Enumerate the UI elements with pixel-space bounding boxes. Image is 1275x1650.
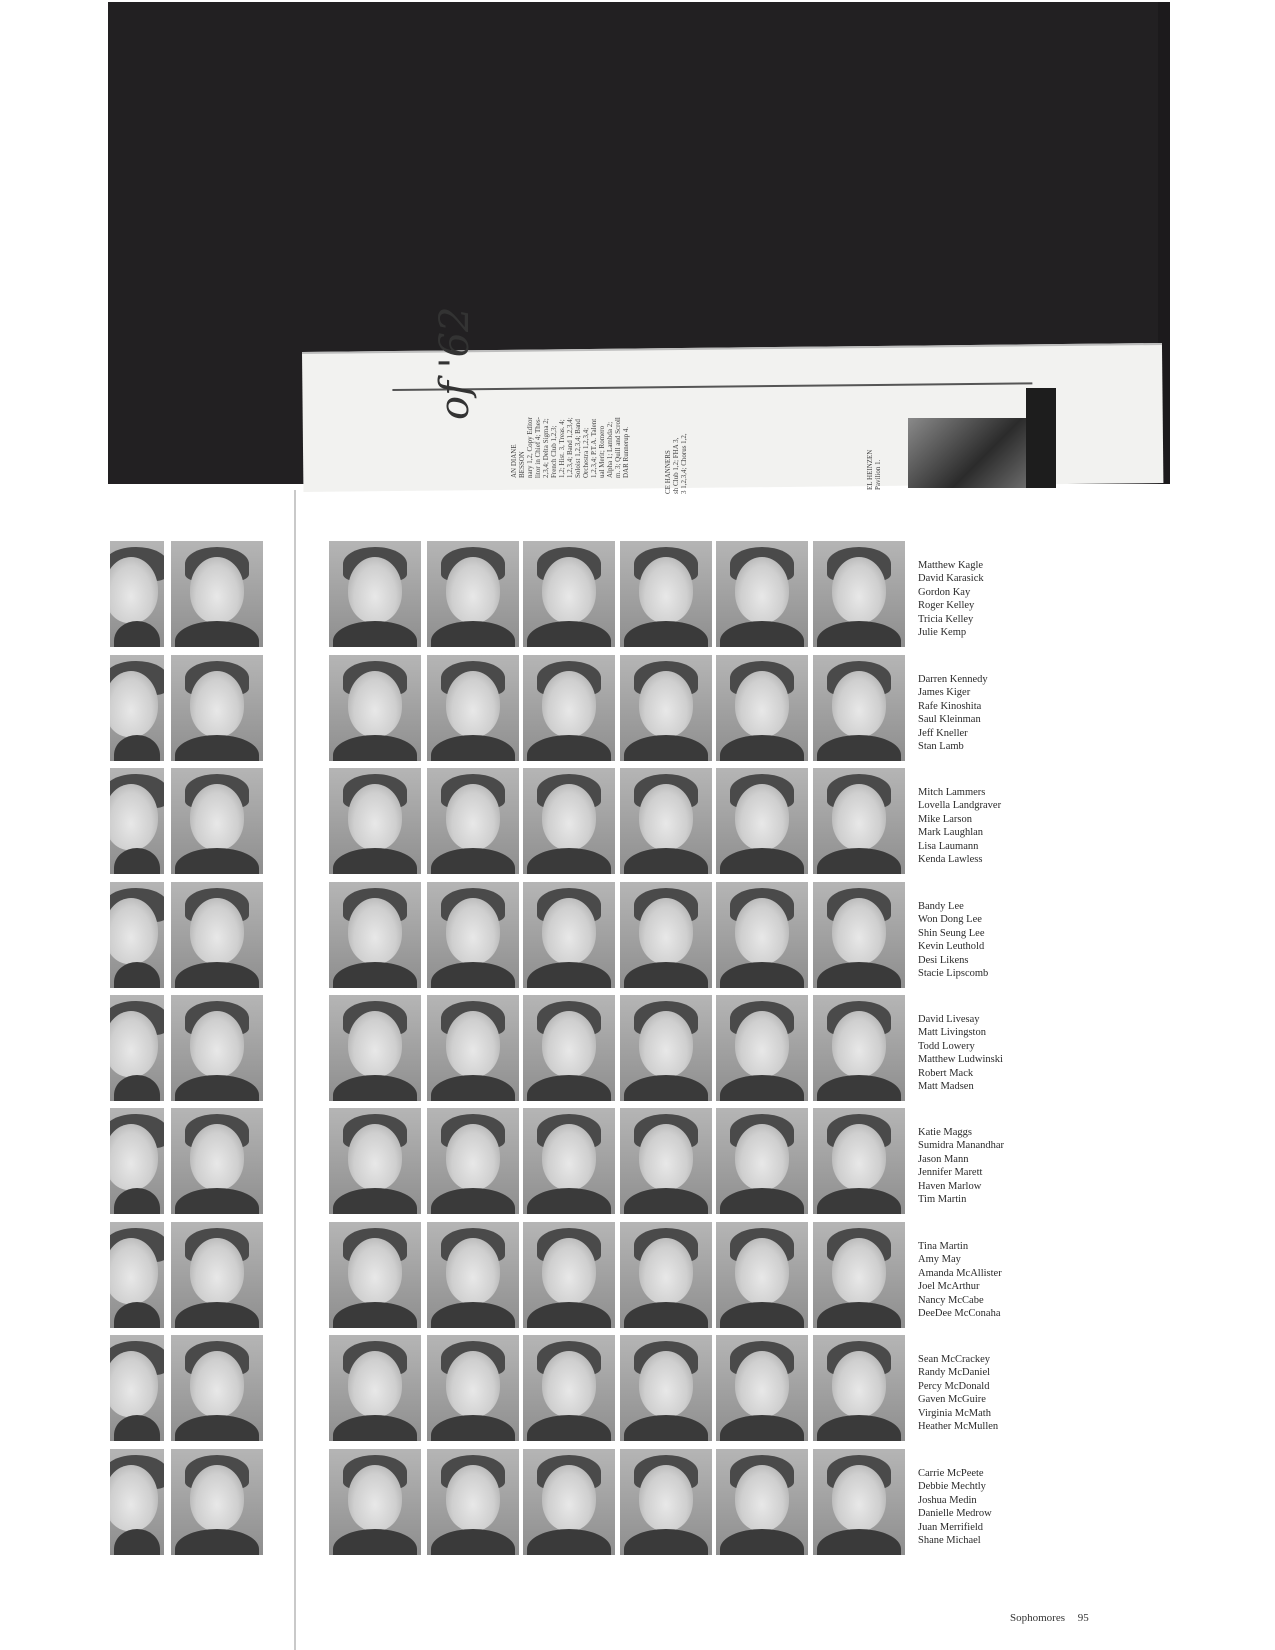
name-list: [918, 559, 984, 639]
student-portrait: [716, 655, 808, 761]
student-name: Stan Lamb: [918, 741, 964, 753]
inset-column-2: [664, 433, 688, 494]
student-portrait: [110, 1222, 164, 1328]
student-portrait: [523, 1222, 615, 1328]
name-list: [918, 673, 988, 753]
student-name: Gordon Kay: [918, 586, 971, 598]
student-name: Bandy Lee: [918, 901, 964, 912]
student-name: Sumidra Manandhar: [918, 1140, 1005, 1152]
student-portrait: [427, 995, 519, 1101]
student-portrait: [716, 541, 808, 647]
student-name: Won Dong Lee: [918, 914, 982, 926]
student-portrait: [171, 995, 263, 1101]
student-portrait: [110, 882, 164, 988]
student-name: Shin Seung Lee: [918, 927, 985, 939]
student-portrait: [523, 1335, 615, 1441]
student-portrait: [620, 655, 712, 761]
name-list: [918, 786, 1001, 866]
student-name: Debbie Mechtly: [918, 1481, 986, 1493]
student-name: Stacie Lipscomb: [918, 968, 989, 980]
student-name: Katie Maggs: [918, 1127, 972, 1138]
student-name: Darren Kennedy: [918, 674, 988, 685]
inset-text-line: French Club 1,2,3;: [550, 425, 558, 478]
student-portrait: [110, 1335, 164, 1441]
student-portrait: [329, 655, 421, 761]
page-gutter: [294, 490, 296, 1650]
inset-text-line: Alpha 1; Lambda 2;: [606, 421, 614, 478]
student-name: Jennifer Marett: [918, 1167, 983, 1179]
name-list: [918, 1013, 1003, 1093]
student-name: Mitch Lammers: [918, 787, 986, 798]
student-portrait: [523, 541, 615, 647]
student-portrait: [523, 882, 615, 988]
student-name: Shane Michael: [918, 1535, 981, 1547]
inset-script-text: of '62: [432, 306, 478, 420]
name-list: [918, 1126, 1004, 1206]
inset-text-line: BESSON: [518, 451, 526, 478]
section-title: Sophomores: [1010, 1612, 1065, 1624]
student-portrait: [813, 541, 905, 647]
student-name: David Karasick: [918, 573, 984, 585]
inset-text-line: litor in Chief 4; Thes-: [534, 417, 542, 478]
student-portrait: [716, 768, 808, 874]
name-list: [918, 1240, 1002, 1320]
student-portrait: [620, 1108, 712, 1214]
student-portrait: [329, 1335, 421, 1441]
student-name: DeeDee McConaha: [918, 1308, 1001, 1320]
name-list: [918, 900, 988, 980]
student-portrait: [427, 655, 519, 761]
student-name: Joshua Medin: [918, 1494, 977, 1506]
student-portrait: [813, 995, 905, 1101]
student-portrait: [620, 1222, 712, 1328]
student-name: Todd Lowery: [918, 1040, 975, 1052]
student-name: Heather McMullen: [918, 1421, 999, 1433]
student-name: Lovella Landgraver: [918, 800, 1002, 812]
student-name: Mike Larson: [918, 813, 972, 825]
student-portrait: [716, 1449, 808, 1555]
inset-text-line: 1,2,3,4; P.T.A. Talent: [590, 418, 598, 478]
student-portrait: [110, 768, 164, 874]
student-name: Juan Merrifield: [918, 1521, 984, 1533]
student-name: Matthew Kagle: [918, 560, 984, 571]
inset-text-line: m. 3; Quill and Scroll: [614, 417, 622, 478]
student-portrait: [716, 1335, 808, 1441]
student-name: Jeff Kneller: [918, 727, 968, 739]
inset-text-line: nary 1,2, Copy Editor: [526, 417, 534, 478]
student-portrait: [523, 1108, 615, 1214]
student-name: Roger Kelley: [918, 600, 975, 612]
student-portrait: [110, 1108, 164, 1214]
student-name: Randy McDaniel: [918, 1367, 991, 1379]
student-portrait: [427, 882, 519, 988]
student-name: Joel McArthur: [918, 1281, 980, 1293]
name-list: [918, 1467, 992, 1547]
student-name: Matt Livingston: [918, 1027, 986, 1039]
student-name: Virginia McMath: [918, 1407, 991, 1419]
student-portrait: [171, 1449, 263, 1555]
page-footer: [1010, 1612, 1089, 1624]
student-name: Jason Mann: [918, 1153, 969, 1165]
student-portrait: [110, 995, 164, 1101]
inset-text-line: Pavilion 1.: [874, 459, 882, 490]
student-portrait: [427, 1449, 519, 1555]
student-portrait: [171, 768, 263, 874]
student-portrait: [329, 995, 421, 1101]
student-portrait: [329, 1108, 421, 1214]
student-name: Haven Marlow: [918, 1180, 982, 1192]
student-name: Danielle Medrow: [918, 1508, 992, 1520]
student-portrait: [813, 1108, 905, 1214]
name-list: [918, 1353, 998, 1433]
student-portrait: [813, 655, 905, 761]
student-portrait: [171, 1108, 263, 1214]
student-portrait: [620, 1335, 712, 1441]
student-name: Matthew Ludwinski: [918, 1054, 1003, 1066]
inset-text-line: 3 1,2,3,4; Chorus 1,2,: [680, 433, 688, 494]
student-name: Tina Martin: [918, 1241, 969, 1252]
student-portrait: [620, 882, 712, 988]
student-portrait: [427, 1108, 519, 1214]
student-name: Desi Likens: [918, 954, 969, 966]
student-portrait: [523, 768, 615, 874]
student-portrait: [813, 1222, 905, 1328]
student-portrait: [329, 1222, 421, 1328]
student-portrait: [427, 768, 519, 874]
inset-column-1: [510, 417, 630, 478]
student-portrait: [620, 768, 712, 874]
student-name: David Livesay: [918, 1014, 980, 1025]
student-portrait: [813, 882, 905, 988]
student-portrait: [523, 995, 615, 1101]
student-portrait: [171, 655, 263, 761]
student-name: Kevin Leuthold: [918, 941, 985, 953]
student-portrait: [620, 541, 712, 647]
student-portrait: [110, 655, 164, 761]
student-portrait: [716, 995, 808, 1101]
student-portrait: [110, 541, 164, 647]
student-portrait: [813, 1449, 905, 1555]
student-portrait: [329, 541, 421, 647]
student-portrait: [813, 1335, 905, 1441]
student-portrait: [523, 655, 615, 761]
inset-column-3: [866, 450, 882, 490]
inset-text-line: Orchestra 1,2,3,4;: [582, 427, 590, 478]
student-portrait: [171, 882, 263, 988]
student-name: Lisa Laumann: [918, 840, 979, 852]
student-name: Julie Kemp: [918, 627, 967, 639]
student-name: Tim Martin: [918, 1194, 967, 1206]
student-portrait: [427, 541, 519, 647]
student-name: Gaven McGuire: [918, 1394, 986, 1406]
student-portrait: [620, 1449, 712, 1555]
student-name: Mark Laughlan: [918, 827, 984, 839]
student-portrait: [171, 1222, 263, 1328]
student-portrait: [110, 1449, 164, 1555]
student-name: Kenda Lawless: [918, 854, 983, 866]
student-name: Sean McCrackey: [918, 1354, 991, 1365]
student-portrait: [329, 1449, 421, 1555]
inset-text-line: AN DIANE: [510, 444, 518, 478]
student-portrait: [171, 541, 263, 647]
student-portrait: [716, 1222, 808, 1328]
student-name: Percy McDonald: [918, 1380, 990, 1392]
student-name: Nancy McCabe: [918, 1294, 984, 1306]
student-portrait: [427, 1222, 519, 1328]
page-number: 95: [1077, 1612, 1089, 1624]
student-portrait: [171, 1335, 263, 1441]
student-portrait: [620, 995, 712, 1101]
student-portrait: [329, 882, 421, 988]
student-name: Matt Madsen: [918, 1081, 974, 1093]
student-portrait: [813, 768, 905, 874]
inset-text-line: EL HEINZEN: [866, 449, 874, 490]
inset-text-line: ual Merit; Romero: [598, 425, 606, 478]
inset-text-line: sh Club 1,2; FHA 3,: [672, 437, 680, 494]
inset-text-line: 1,2; Hist. 3, Treas. 4;: [558, 419, 566, 478]
student-name: Amanda McAllister: [918, 1267, 1002, 1279]
student-name: Tricia Kelley: [918, 613, 974, 625]
student-portrait: [523, 1449, 615, 1555]
student-name: Carrie McPeete: [918, 1468, 984, 1479]
inset-dark-strip: [1026, 388, 1056, 488]
student-name: James Kiger: [918, 687, 971, 699]
student-name: Saul Kleinman: [918, 714, 981, 726]
student-portrait: [329, 768, 421, 874]
inset-photo: [908, 418, 1028, 488]
inset-text-line: 2,3,4; Delta Sigma 2;: [542, 418, 550, 478]
student-name: Rafe Kinoshita: [918, 700, 982, 712]
student-portrait: [716, 1108, 808, 1214]
student-name: Amy May: [918, 1254, 961, 1266]
inset-text-line: DAR Runnerup 4.: [622, 426, 630, 478]
inset-text-line: Soloist 1,2,3,4; Band: [574, 419, 582, 478]
inset-rule: [392, 382, 1032, 391]
inset-text-line: CE HANNERS: [664, 450, 672, 494]
student-name: Robert Mack: [918, 1067, 974, 1079]
student-portrait: [427, 1335, 519, 1441]
student-portrait: [716, 882, 808, 988]
inset-text-line: 1,2,3,4; Band 1,2,3,4;: [566, 417, 574, 478]
